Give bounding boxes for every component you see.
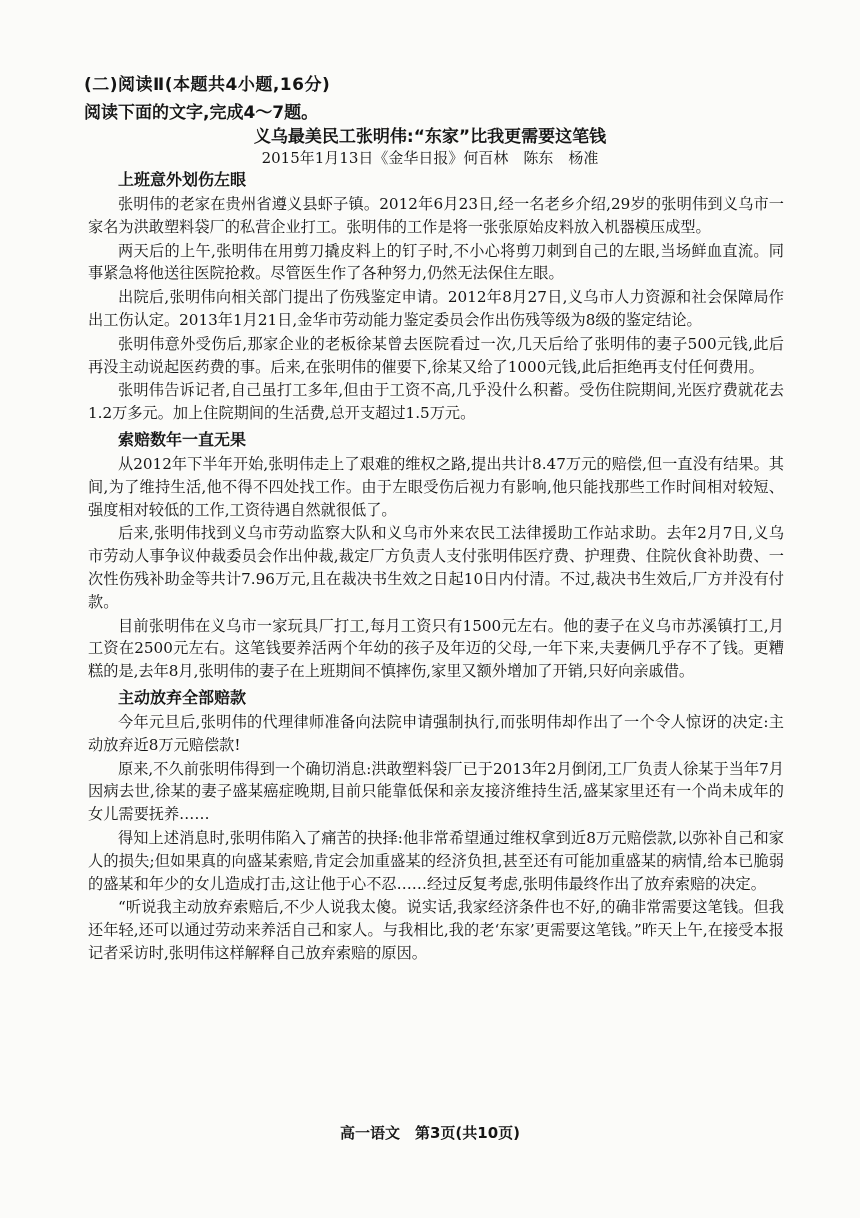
- article-byline: 2015年1月13日《金华日报》何百林 陈东 杨准: [261, 149, 599, 167]
- paragraph: 张明伟意外受伤后,那家企业的老板徐某曾去医院看过一次,几天后给了张明伟的妻子500元钱,此后再没主动说起医药费的事。后来,在张明伟的催要下,徐某又给了1000元钱,此后拒绝再支付任何费用。: [88, 334, 784, 376]
- paragraph: 出院后,张明伟向相关部门提出了伤残鉴定申请。2012年8月27日,义乌市人力资源和社会保障局作出工伤认定。2013年1月21日,金华市劳动能力鉴定委员会作出伤残等级为8级的鉴定结论。: [88, 288, 784, 329]
- paragraph: 今年元旦后,张明伟的代理律师准备向法院申请强制执行,而张明伟却作出了一个令人惊讶的决定:主动放弃近8万元赔偿款!: [88, 712, 784, 754]
- article-body: [88, 165, 784, 966]
- paragraph: 两天后的上午,张明伟在用剪刀撬皮料上的钉子时,不小心将剪刀刺到自己的左眼,当场鲜血直流。同事紧急将他送往医院抢救。尽管医生作了各种努力,仍然无法保住左眼。: [88, 241, 784, 283]
- section-heading-2: 索赔数年一直无果: [118, 429, 247, 449]
- article-title: 义乌最美民工张明伟:“东家”比我更需要这笔钱: [253, 127, 607, 147]
- paragraph: 张明伟告诉记者,自己虽打工多年,但由于工资不高,几乎没什么积蓄。受伤住院期间,光医疗费就花去1.2万多元。加上住院期间的生活费,总开支超过1.5万元。: [88, 381, 784, 423]
- section-heading-3: 主动放弃全部赔款: [118, 687, 247, 707]
- page-footer: 高一语文 第3页(共10页): [339, 1124, 521, 1142]
- paragraph: 得知上述消息时,张明伟陷入了痛苦的抉择:他非常希望通过维权拿到近8万元赔偿款,以弥补自己和家人的损失;但如果真的向盛某索赔,肯定会加重盛某的经济负担,甚至还有可能加重盛某的病情,给本已脆弱的盛某和年少的女儿造成打击,这让他于心不忍……经过反复考虑,张明伟最终作出了放弃索赔的决定。: [88, 828, 784, 893]
- section-heading: (二)阅读Ⅱ(本题共4小题,16分): [84, 75, 331, 95]
- section-heading-1: 上班意外划伤左眼: [118, 170, 247, 189]
- reading-instruction: 阅读下面的文字,完成4～7题。: [84, 103, 319, 123]
- paragraph: “听说我主动放弃索赔后,不少人说我太傻。说实话,我家经济条件也不好,的确非常需要这笔钱。但我还年轻,还可以通过劳动来养活自己和家人。与我相比,我的老‘东家’更需要这笔钱。”昨天上午,在接受本报记者采访时,张明伟这样解释自己放弃索赔的原因。: [88, 898, 784, 962]
- paragraph: 张明伟的老家在贵州省遵义县虾子镇。2012年6月23日,经一名老乡介绍,29岁的张明伟到义乌市一家名为洪敢塑料袋厂的私营企业打工。张明伟的工作是将一张张原始皮料放入机器模压成型。: [88, 195, 784, 236]
- paragraph: 后来,张明伟找到义乌市劳动监察大队和义乌市外来农民工法律援助工作站求助。去年2月7日,义乌市劳动人事争议仲裁委员会作出仲裁,裁定厂方负责人支付张明伟医疗费、护理费、住院伙食补助费、一次性伤残补助金等共计7.96万元,且在裁决书生效之日起10日内付清。不过,裁决书生效后,厂方并没有付款。: [88, 524, 784, 611]
- paragraph: 原来,不久前张明伟得到一个确切消息:洪敢塑料袋厂已于2013年2月倒闭,工厂负责人徐某于当年7月因病去世,徐某的妻子盛某癌症晚期,目前只能靠低保和亲友接济维持生活,盛某家里还有一个尚未成年的女儿需要抚养……: [88, 759, 784, 824]
- paragraph: 目前张明伟在义乌市一家玩具厂打工,每月工资只有1500元左右。他的妻子在义乌市苏溪镇打工,月工资在2500元左右。这笔钱要养活两个年幼的孩子及年迈的父母,一年下来,夫妻俩几乎存不了钱。更糟糕的是,去年8月,张明伟的妻子在上班期间不慎摔伤,家里又额外增加了开销,只好向亲戚借。: [88, 616, 784, 681]
- paragraph: 从2012年下半年开始,张明伟走上了艰难的维权之路,提出共计8.47万元的赔偿,但一直没有结果。其间,为了维持生活,他不得不四处找工作。由于左眼受伤后视力有影响,他只能找那些工作时间相对较短、强度相对较低的工作,工资待遇自然就很低了。: [88, 454, 784, 519]
